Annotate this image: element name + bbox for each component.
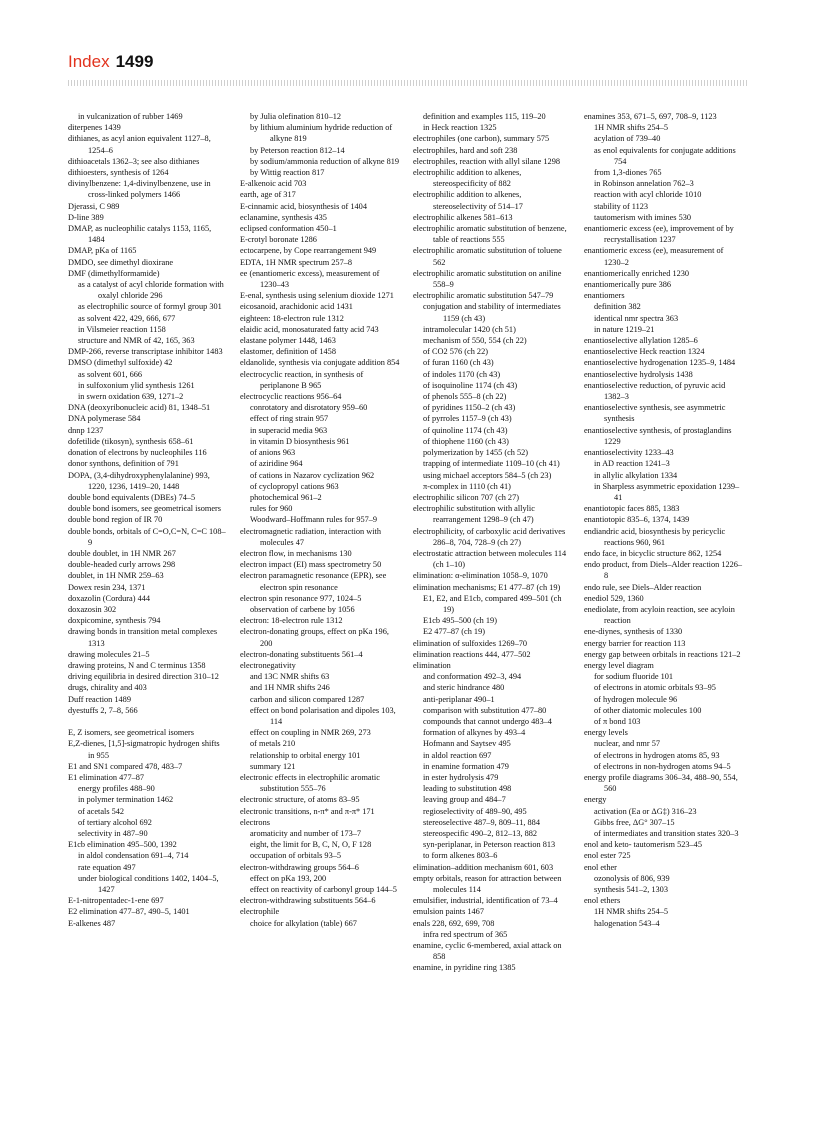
index-subentry: in aldol reaction 697 [423, 750, 492, 760]
index-entry: E-1-nitropentadec-1-ene 697 [68, 896, 164, 906]
index-entry: electron: 18-electron rule 1312 [240, 616, 343, 626]
index-subentry: as solvent 422, 429, 666, 677 [78, 313, 176, 323]
index-subentry: formation of alkynes by 493–4 [423, 728, 526, 738]
index-subentry: identical nmr spectra 363 [594, 313, 679, 323]
index-subentry: syn-periplanar, in Peterson reaction 813 [423, 840, 556, 850]
index-column-2 [240, 111, 400, 929]
index-subentry: 1H NMR shifts 254–5 [594, 123, 668, 133]
index-entry: energy [584, 795, 607, 805]
index-entry: E-crotyl boronate 1286 [240, 235, 317, 245]
index-subentry: of furan 1160 (ch 43) [423, 358, 494, 368]
index-entry: doxpicomine, synthesis 794 [68, 616, 161, 626]
index-subentry: π-complex in 1110 (ch 41) [423, 481, 511, 491]
index-subentry: in AD reaction 1241–3 [594, 459, 670, 469]
index-entry: enantiomeric excess (ee), improvement of by recrystallisation 1237 [584, 224, 734, 245]
index-entry: double bond equivalents (DBEs) 74–5 [68, 492, 196, 502]
index-entry: elimination [413, 660, 451, 670]
index-entry: electrophilicity, of carboxylic acid derivatives 286–8, 704, 728–9 (ch 27) [413, 526, 566, 547]
index-entry: enol ether [584, 862, 617, 872]
index-subentry: leading to substitution 498 [423, 784, 512, 794]
index-entry: electron flow, in mechanisms 130 [240, 548, 352, 558]
index-entry: E1 and SN1 compared 478, 483–7 [68, 761, 183, 771]
index-subentry: compounds that cannot undergo 483–4 [423, 716, 552, 726]
index-entry: electromagnetic radiation, interaction with molecules 47 [240, 526, 381, 547]
index-entry: enantioselective synthesis, see asymmetric synthesis [584, 403, 726, 424]
index-entry: E, Z isomers, see geometrical isomers [68, 728, 195, 738]
index-entry: empty orbitals, reason for attraction between molecules 114 [413, 873, 562, 895]
index-subentry: effect on reactivity of carbonyl group 144–5 [250, 885, 397, 895]
index-subentry: as enol equivalents for conjugate additions 754 [594, 145, 736, 166]
index-entry: electronic structure, of atoms 83–95 [240, 795, 360, 805]
index-entry: double bond isomers, see geometrical isomers [68, 504, 221, 514]
index-entry: emulsifier, industrial, identification of 73–4 [413, 896, 558, 906]
index-entry: donation of electrons by nucleophiles 116 [68, 448, 207, 458]
index-entry: electrophilic aromatic substitution 547–79 [413, 291, 554, 301]
index-subentry: leaving group and 484–7 [423, 795, 506, 805]
index-entry: dofetilide (tikosyn), synthesis 658–61 [68, 436, 194, 446]
index-subentry: halogenation 543–4 [594, 918, 660, 928]
index-entry: EDTA, 1H NMR spectrum 257–8 [240, 257, 353, 267]
index-entry: E-enal, synthesis using selenium dioxide 1271 [240, 291, 394, 301]
index-subentry: ozonolysis of 806, 939 [594, 873, 670, 883]
index-subentry: photochemical 961–2 [250, 492, 322, 502]
index-subentry: trapping of intermediate 1109–10 (ch 41) [423, 459, 560, 469]
index-entry: enol and keto- tautomerism 523–45 [584, 840, 702, 850]
index-subentry: 1H NMR shifts 254–5 [594, 907, 668, 917]
index-subentry: of quinoline 1174 (ch 43) [423, 425, 508, 435]
index-entry: elimination mechanisms; E1 477–87 (ch 19) [413, 582, 561, 592]
index-entry: enamine, in pyridine ring 1385 [413, 963, 516, 973]
index-subentry: of electrons in atomic orbitals 93–95 [594, 683, 716, 693]
index-subentry: definition 382 [594, 302, 641, 312]
index-entry: E,Z-dienes, [1,5]-sigmatropic hydrogen shifts in 955 [68, 739, 220, 760]
index-entry: energy gap between orbitals in reactions 121–2 [584, 649, 741, 659]
index-subentry: of pyridines 1150–2 (ch 43) [423, 403, 516, 413]
index-entry: electrophilic addition to alkenes, stereospecificity of 882 [413, 168, 522, 189]
index-entry: earth, age of 317 [240, 190, 296, 200]
index-entry: endo product, from Diels–Alder reaction 1226–8 [584, 560, 743, 581]
index-entry: electrophilic substitution with allylic rearrangement 1298–9 (ch 47) [413, 504, 535, 525]
index-subentry: of aziridine 964 [250, 459, 303, 469]
index-entry: eldanolide, synthesis via conjugate addition 854 [240, 358, 400, 368]
index-entry: elimination reactions 444, 477–502 [413, 649, 531, 659]
index-entry: endo rule, see Diels–Alder reaction [584, 582, 702, 592]
index-subentry: in sulfoxonium ylid synthesis 1261 [78, 380, 195, 390]
index-entry: electrophilic aromatic substitution of benzene, table of reactions 555 [413, 224, 567, 245]
index-entry: E1cb elimination 495–500, 1392 [68, 840, 177, 850]
index-subentry: of phenols 555–8 (ch 22) [423, 392, 507, 402]
index-column-1 [68, 111, 228, 929]
index-entry: elimination of sulfoxides 1269–70 [413, 638, 528, 648]
index-subentry: comparison with substitution 477–80 [423, 705, 547, 715]
index-subentry: as a catalyst of acyl chloride formation with oxalyl chloride 296 [78, 280, 224, 301]
index-entry: electrophilic aromatic substitution on aniline 558–9 [413, 268, 562, 290]
index-entry: drawing bonds in transition metal complexes 1313 [68, 627, 218, 648]
index-entry: drugs, chirality and 403 [68, 683, 147, 693]
index-entry: DMDO, see dimethyl dioxirane [68, 257, 174, 267]
index-entry: enediol 529, 1360 [584, 593, 644, 603]
index-entry: enantioselectivity 1233–43 [584, 448, 674, 458]
index-entry: DMAP, pKa of 1165 [68, 246, 137, 256]
index-entry: endiandric acid, biosynthesis by pericyclic reactions 960, 961 [584, 526, 726, 547]
index-entry: E1 elimination 477–87 [68, 772, 145, 782]
index-entry: E-alkenoic acid 703 [240, 179, 307, 189]
index-subentry: in enamine formation 479 [423, 761, 509, 771]
index-subentry: by Peterson reaction 812–14 [250, 145, 345, 155]
index-subentry: of pyrroles 1157–9 (ch 43) [423, 414, 512, 424]
index-subentry: of tertiary alcohol 692 [78, 817, 152, 827]
index-subentry: of electrons in non-hydrogen atoms 94–5 [594, 761, 731, 771]
index-entry: energy barrier for reaction 113 [584, 638, 686, 648]
index-entry: endo face, in bicyclic structure 862, 1254 [584, 548, 722, 558]
index-entry: dithioesters, synthesis of 1264 [68, 168, 169, 178]
index-subentry: in Heck reaction 1325 [423, 123, 497, 133]
index-subentry: in vulcanization of rubber 1469 [78, 112, 183, 121]
index-entry: enantiotopic 835–6, 1374, 1439 [584, 515, 690, 525]
index-subentry: energy profiles 488–90 [78, 784, 155, 794]
index-entry: double bonds, orbitals of C=O,C=N, C=C 108–9 [68, 526, 226, 547]
index-entry: E2 elimination 477–87, 490–5, 1401 [68, 907, 190, 917]
index-entry: electrophilic alkenes 581–613 [413, 212, 513, 222]
index-entry: electrophile [240, 907, 280, 917]
index-entry: dnnp 1237 [68, 425, 104, 435]
index-subentry: by lithium aluminium hydride reduction of alkyne 819 [250, 123, 393, 144]
index-subentry: for sodium fluoride 101 [594, 672, 674, 682]
index-entry: electrocyclic reaction, in synthesis of periplanone B 965 [240, 369, 364, 390]
index-entry: enantioselective reduction, of pyruvic acid 1382–3 [584, 380, 726, 402]
index-entry: electron-withdrawing substituents 564–6 [240, 896, 376, 906]
index-entry: electron-withdrawing groups 564–6 [240, 862, 359, 872]
index-subentry: of thiophene 1160 (ch 43) [423, 436, 509, 446]
index-entry: dithioacetals 1362–3; see also dithianes [68, 156, 200, 166]
index-entry: electrophiles, reaction with allyl silane 1298 [413, 156, 560, 166]
index-entry: electronic transitions, n-π* and π-π* 171 [240, 806, 375, 816]
index-subentry: as electrophilic source of formyl group 301 [78, 302, 222, 312]
index-subentry: summary 121 [250, 761, 296, 771]
index-entry: electron impact (EI) mass spectrometry 50 [240, 560, 382, 570]
index-subentry: in Sharpless asymmetric epoxidation 1239–41 [594, 481, 740, 502]
index-subentry: reaction with acyl chloride 1010 [594, 190, 702, 200]
index-entry: D-line 389 [68, 212, 104, 222]
index-entry: DOPA, (3,4-dihydroxyphenylalanine) 993, 1220, 1236, 1419–20, 1448 [68, 470, 210, 491]
index-entry: eicosanoid, arachidonic acid 1431 [240, 302, 353, 312]
index-entry: enantioselective allylation 1285–6 [584, 336, 698, 346]
index-entry: drawing proteins, N and C terminus 1358 [68, 660, 206, 670]
index-entry: DMAP, as nucleophilic catalys 1153, 1165, 1484 [68, 224, 212, 245]
index-subentry: of intermediates and transition states 320–3 [594, 829, 739, 838]
index-subentry: choice for alkylation (table) 667 [250, 918, 357, 928]
index-subentry: in swern oxidation 639, 1271–2 [78, 392, 184, 402]
index-subentry: and 1H NMR shifts 246 [250, 683, 330, 693]
index-subentry: aromaticity and number of 173–7 [250, 829, 362, 838]
index-subentry: by Julia olefination 810–12 [250, 112, 342, 121]
index-entry: enals 228, 692, 699, 708 [413, 918, 495, 928]
index-subentry: E1cb 495–500 (ch 19) [423, 616, 497, 626]
index-subentry: carbon and silicon compared 1287 [250, 694, 365, 704]
index-subentry: effect on coupling in NMR 269, 273 [250, 728, 371, 738]
index-entry: elaidic acid, monosaturated fatty acid 743 [240, 324, 379, 334]
index-subentry: relationship to orbital energy 101 [250, 750, 361, 760]
index-subentry: of isoquinoline 1174 (ch 43) [423, 380, 518, 390]
index-subentry: conjugation and stability of intermediates 1159 (ch 43) [423, 302, 561, 323]
index-subentry: polymerization by 1455 (ch 52) [423, 448, 529, 458]
index-entry: doublet, in 1H NMR 259–63 [68, 571, 164, 581]
index-entry: DMF (dimethylformamide) [68, 268, 160, 278]
index-subentry: of indoles 1170 (ch 43) [423, 369, 501, 379]
index-subentry: in polymer termination 1462 [78, 795, 174, 805]
index-entry: electrophilic silicon 707 (ch 27) [413, 492, 519, 502]
index-entry: double bond region of IR 70 [68, 515, 163, 525]
index-subentry: of other diatomic molecules 100 [594, 705, 702, 715]
index-subentry: Gibbs free, ΔG° 307–15 [594, 817, 675, 827]
index-entry: elastomer, definition of 1458 [240, 347, 336, 357]
index-entry: donor synthons, definition of 791 [68, 459, 179, 469]
index-subentry: of cyclopropyl cations 963 [250, 481, 339, 491]
index-entry: E-cinnamic acid, biosynthesis of 1404 [240, 201, 367, 211]
index-subentry: of CO2 576 (ch 22) [423, 347, 488, 357]
index-subentry: of cations in Nazarov cyclization 962 [250, 470, 375, 480]
index-subentry: nuclear, and nmr 57 [594, 739, 661, 749]
index-subentry: effect of ring strain 957 [250, 414, 329, 424]
index-entry: enantiomerically pure 386 [584, 280, 672, 290]
index-subentry: of acetals 542 [78, 806, 125, 816]
index-entry: electrophilic addition to alkenes, stereoselectivity of 514–17 [413, 190, 523, 211]
index-entry: Djerassi, C 989 [68, 201, 120, 211]
index-entry: enantioselective Heck reaction 1324 [584, 347, 705, 357]
index-entry: E-alkenes 487 [68, 918, 116, 928]
header-rule [68, 80, 748, 86]
index-subentry: and conformation 492–3, 494 [423, 672, 522, 682]
index-subentry: using michael acceptors 584–5 (ch 23) [423, 470, 552, 480]
index-entry: DNA (deoxyribonucleic acid) 81, 1348–51 [68, 403, 211, 413]
index-entry: electronic effects in electrophilic aromatic substitution 555–76 [240, 772, 380, 794]
running-header [68, 52, 153, 74]
index-column-4 [584, 111, 744, 929]
index-subentry: rules for 960 [250, 504, 293, 514]
index-entry: Dowex resin 234, 1371 [68, 582, 146, 592]
index-subentry: activation (Ea or ΔG‡) 316–23 [594, 806, 697, 816]
index-subentry: eight, the limit for B, C, N, O, F 128 [250, 840, 372, 850]
index-entry: enantioselective synthesis, of prostaglandins 1229 [584, 425, 732, 446]
index-entry: DMP-266, reverse transcriptase inhibitor 1483 [68, 347, 223, 357]
index-subentry: Woodward–Hoffmann rules for 957–9 [250, 515, 378, 525]
index-subentry: intramolecular 1420 (ch 51) [423, 324, 516, 334]
index-subentry: as solvent 601, 666 [78, 369, 143, 379]
index-subentry: E2 477–87 (ch 19) [423, 627, 485, 637]
index-subentry: Hofmann and Saytsev 495 [423, 739, 511, 749]
index-entry: electrophiles (one carbon), summary 575 [413, 134, 550, 144]
index-entry: double-headed curly arrows 298 [68, 560, 176, 570]
index-subentry: observation of carbene by 1056 [250, 604, 355, 614]
index-subentry: effect on bond polarisation and dipoles 103, 114 [250, 705, 396, 726]
index-subentry: regioselectivity of 489–90, 495 [423, 806, 527, 816]
index-entry: electrons [240, 817, 270, 827]
index-entry: elimination–addition mechanism 601, 603 [413, 862, 554, 872]
index-column-3 [413, 111, 573, 974]
index-subentry: of π bond 103 [594, 716, 641, 726]
index-subentry: in Vilsmeier reaction 1158 [78, 324, 166, 334]
index-entry: electron spin resonance 977, 1024–5 [240, 593, 362, 603]
index-entry: enantioselective hydrolysis 1438 [584, 369, 693, 379]
index-entry: ee (enantiomeric excess), measurement of 1230–43 [240, 268, 380, 290]
index-entry: driving equilibria in desired direction 310–12 [68, 672, 219, 682]
index-entry: DNA polymerase 584 [68, 414, 141, 424]
index-entry: electrocyclic reactions 956–64 [240, 392, 342, 402]
index-subentry: E1, E2, and E1cb, compared 499–501 (ch 19) [423, 593, 562, 614]
index-entry: elimination: α-elimination 1058–9, 1070 [413, 571, 548, 581]
index-subentry: and 13C NMR shifts 63 [250, 672, 330, 682]
index-subentry: conrotatory and disrotatory 959–60 [250, 403, 368, 413]
index-entry: drawing molecules 21–5 [68, 649, 150, 659]
index-entry: enantioselective hydrogenation 1235–9, 1484 [584, 358, 736, 368]
index-entry: eclanamine, synthesis 435 [240, 212, 327, 222]
index-subentry: selectivity in 487–90 [78, 828, 148, 838]
index-subentry: and steric hindrance 480 [423, 683, 505, 693]
index-subentry: by sodium/ammonia reduction of alkyne 819 [250, 156, 400, 166]
index-subentry: of electrons in hydrogen atoms 85, 93 [594, 750, 720, 760]
index-subentry: in superacid media 963 [250, 425, 328, 435]
index-entry: electrostatic attraction between molecules 114 (ch 1–10) [413, 548, 567, 570]
index-entry: Duff reaction 1489 [68, 694, 131, 704]
index-subentry: of hydrogen molecule 96 [594, 694, 678, 704]
index-subentry: effect on pKa 193, 200 [250, 873, 327, 883]
index-subentry: under biological conditions 1402, 1404–5, 1427 [78, 873, 219, 894]
index-entry: dithianes, as acyl anion equivalent 1127–8, 1254–6 [68, 134, 211, 155]
index-subentry: in allylic alkylation 1334 [594, 470, 678, 480]
index-entry: ectocarpene, by Cope rearrangement 949 [240, 246, 377, 256]
index-entry: energy profile diagrams 306–34, 488–90, 554, 560 [584, 772, 738, 794]
index-entry: DMSO (dimethyl sulfoxide) 42 [68, 358, 173, 368]
index-entry: divinylbenzene: 1,4-divinylbenzene, use in cross-linked polymers 1466 [68, 179, 211, 200]
index-subentry: in nature 1219–21 [594, 324, 655, 334]
index-entry: enantiomeric excess (ee), measurement of 1230–2 [584, 246, 724, 267]
index-entry: elastane polymer 1448, 1463 [240, 336, 336, 346]
index-subentry: synthesis 541–2, 1303 [594, 885, 668, 895]
index-entry: doxazolin (Cordura) 444 [68, 593, 151, 603]
index-entry: enol ester 725 [584, 851, 631, 861]
index-subentry: tautomerism with imines 530 [594, 212, 692, 222]
index-entry: energy levels [584, 728, 628, 738]
index-entry: enediolate, from acyloin reaction, see acyloin reaction [584, 604, 735, 626]
index-subentry: from 1,3-diones 765 [594, 168, 662, 178]
index-subentry: in Robinson annelation 762–3 [594, 179, 694, 189]
index-subentry: structure and NMR of 42, 165, 363 [78, 336, 195, 346]
index-subentry: in vitamin D biosynthesis 961 [250, 436, 350, 446]
index-entry: energy level diagram [584, 660, 654, 670]
index-entry: electronegativity [240, 660, 296, 670]
index-subentry: stereoselective 487–9, 809–11, 884 [423, 817, 540, 827]
index-entry: diterpenes 1439 [68, 123, 121, 133]
index-entry: electrophiles, hard and soft 238 [413, 145, 518, 155]
index-entry: dyestuffs 2, 7–8, 566 [68, 705, 138, 715]
index-entry: eighteen: 18-electron rule 1312 [240, 313, 344, 323]
index-entry: electrophilic aromatic substitution of toluene 562 [413, 246, 562, 267]
index-subentry: anti-periplanar 490–1 [423, 694, 495, 704]
index-entry: electron paramagnetic resonance (EPR), see electron spin resonance [240, 571, 387, 592]
index-subentry: stability of 1123 [594, 201, 649, 211]
index-subentry: rate equation 497 [78, 862, 136, 872]
index-subentry: of metals 210 [250, 739, 296, 749]
index-entry: emulsion paints 1467 [413, 907, 484, 917]
index-entry: ene-diynes, synthesis of 1330 [584, 627, 683, 637]
index-subentry: acylation of 739–40 [594, 134, 661, 144]
index-entry: eclipsed conformation 450–1 [240, 224, 337, 234]
index-subentry: of anions 963 [250, 448, 296, 458]
header-page-number: 1499 [115, 52, 154, 71]
index-subentry: in aldol condensation 691–4, 714 [78, 851, 189, 861]
index-entry: enantiomers [584, 291, 625, 301]
index-subentry: infra red spectrum of 365 [423, 929, 508, 939]
index-entry: enantiotopic faces 885, 1383 [584, 504, 680, 514]
index-subentry: in ester hydrolysis 479 [423, 772, 499, 782]
index-entry: enamine, cyclic 6-membered, axial attack on 858 [413, 941, 562, 962]
index-subentry: to form alkenes 803–6 [423, 851, 498, 861]
index-entry: double doublet, in 1H NMR 267 [68, 548, 176, 558]
index-subentry: stereospecific 490–2, 812–13, 882 [423, 829, 538, 838]
index-entry: enol ethers [584, 896, 621, 906]
index-subentry: definition and examples 115, 119–20 [423, 112, 546, 121]
index-entry: enamines 353, 671–5, 697, 708–9, 1123 [584, 112, 717, 121]
index-subentry: mechanism of 550, 554 (ch 22) [423, 336, 527, 346]
index-entry: doxazosin 302 [68, 604, 117, 614]
index-entry: electron-donating groups, effect on pKa 196, 200 [240, 627, 389, 648]
header-index-word: Index [68, 52, 110, 71]
index-entry: electron-donating substituents 561–4 [240, 649, 363, 659]
index-subentry: by Wittig reaction 817 [250, 168, 325, 178]
index-entry: enantiomerically enriched 1230 [584, 268, 690, 278]
index-subentry: occupation of orbitals 93–5 [250, 851, 342, 861]
section-gap [68, 716, 228, 727]
